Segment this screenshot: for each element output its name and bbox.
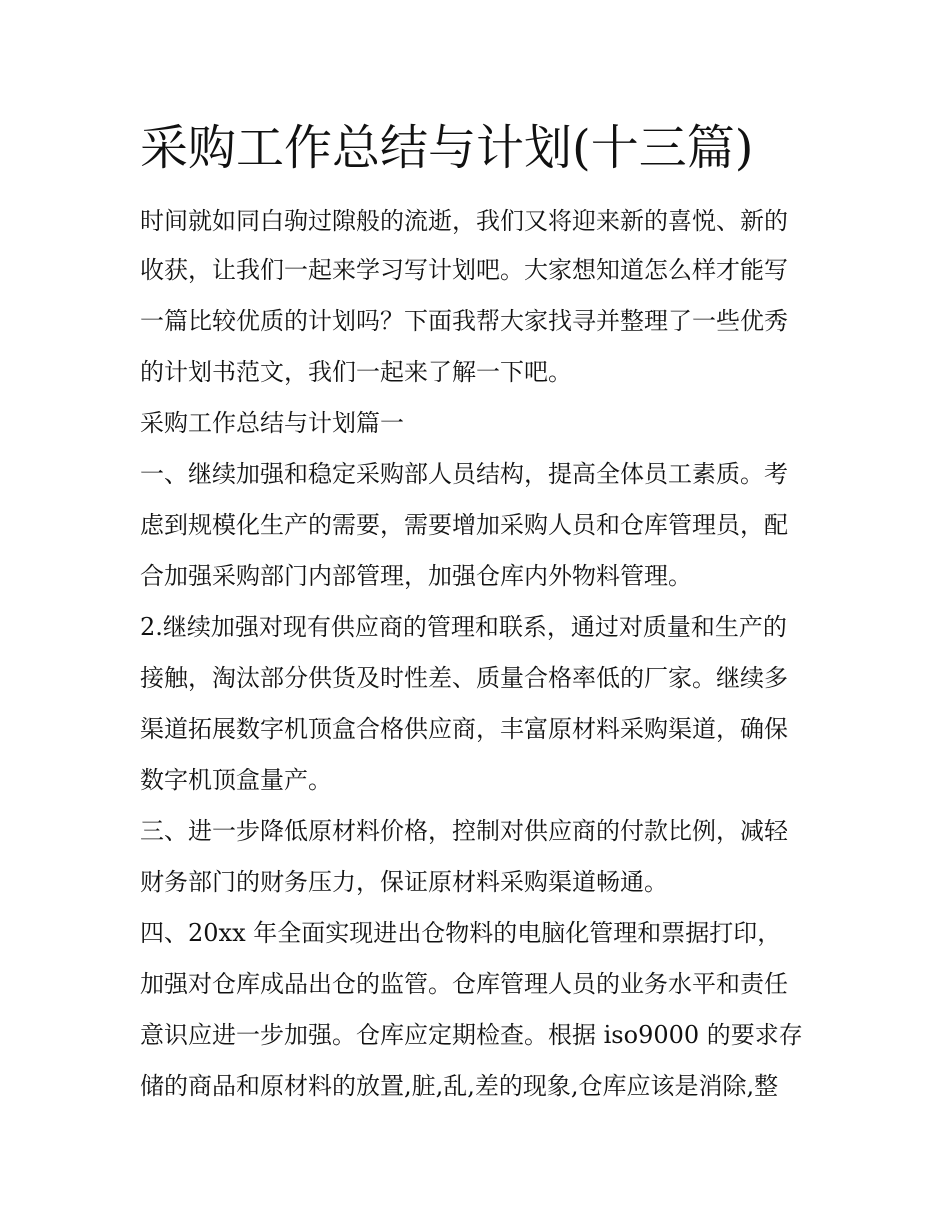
paragraph-line: 储的商品和原材料的放置,脏,乱,差的现象,仓库应该是消除,整 xyxy=(140,1072,779,1100)
paragraph-line: 四、20xx 年全面实现进出仓物料的电脑化管理和票据打印， xyxy=(140,919,782,947)
paragraph-line: 加强对仓库成品出仓的监管。仓库管理人员的业务水平和责任 xyxy=(140,970,788,998)
paragraph-line: 收获，让我们一起来学习写计划吧。大家想知道怎么样才能写 xyxy=(140,256,788,284)
paragraph-line: 一、继续加强和稳定采购部人员结构，提高全体员工素质。考 xyxy=(140,460,788,488)
section-heading: 采购工作总结与计划篇一 xyxy=(140,409,404,437)
paragraph-line: 接触，淘汰部分供货及时性差、质量合格率低的厂家。继续多 xyxy=(140,664,788,692)
paragraph-line: 虑到规模化生产的需要，需要增加采购人员和仓库管理员，配 xyxy=(140,511,788,539)
document-title: 采购工作总结与计划(十三篇) xyxy=(140,120,754,176)
paragraph-line: 意识应进一步加强。仓库应定期检查。根据 iso9000 的要求存 xyxy=(140,1021,803,1049)
paragraph-line: 时间就如同白驹过隙般的流逝，我们又将迎来新的喜悦、新的 xyxy=(140,207,788,235)
paragraph-line: 的计划书范文，我们一起来了解一下吧。 xyxy=(140,358,572,386)
paragraph-line: 合加强采购部门内部管理，加强仓库内外物料管理。 xyxy=(140,562,692,590)
paragraph-line: 一篇比较优质的计划吗？下面我帮大家找寻并整理了一些优秀 xyxy=(140,307,788,335)
paragraph-line: 2.继续加强对现有供应商的管理和联系，通过对质量和生产的 xyxy=(140,613,787,641)
paragraph-line: 财务部门的财务压力，保证原材料采购渠道畅通。 xyxy=(140,868,668,896)
paragraph-line: 数字机顶盒量产。 xyxy=(140,766,332,794)
paragraph-line: 渠道拓展数字机顶盒合格供应商，丰富原材料采购渠道，确保 xyxy=(140,715,788,743)
paragraph-line: 三、进一步降低原材料价格，控制对供应商的付款比例，减轻 xyxy=(140,817,788,845)
